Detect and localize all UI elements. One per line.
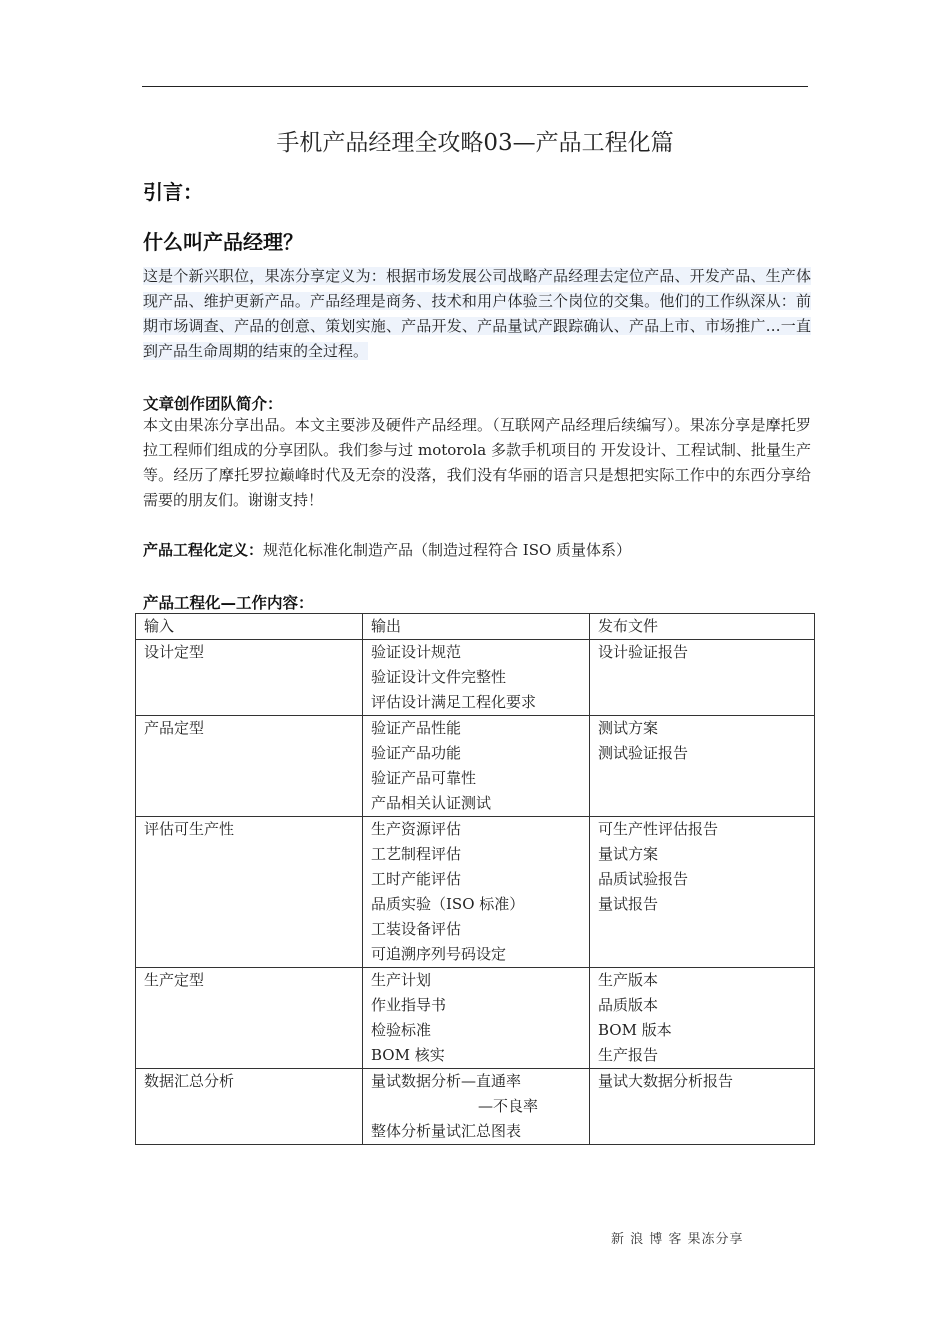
output-item: 生产资源评估 bbox=[371, 820, 462, 838]
work-content-table bbox=[135, 613, 815, 1145]
table-row bbox=[136, 716, 815, 817]
output-item: 评估设计满足工程化要求 bbox=[371, 693, 537, 711]
output-item: 验证产品功能 bbox=[371, 744, 462, 762]
definition-line bbox=[143, 539, 631, 560]
input-cell: 产品定型 bbox=[136, 716, 363, 817]
output-item: 验证设计文件完整性 bbox=[371, 668, 507, 686]
output-item: —不良率 bbox=[478, 1097, 539, 1115]
doc-item: 设计验证报告 bbox=[598, 643, 689, 661]
doc-item: 量试方案 bbox=[598, 845, 659, 863]
definition-label: 产品工程化定义： bbox=[143, 541, 264, 559]
output-item: 工艺制程评估 bbox=[371, 845, 462, 863]
doc-item: 可生产性评估报告 bbox=[598, 820, 719, 838]
highlighted-text: 这是个新兴职位，果冻分享定义为：根据市场发展公司战略产品经理去定位产品、开发产品、生产体现产品、维护更新产品。产品经理是商务、技术和用户体验三个岗位的交集。他们的工作纵深从：前期市场调查、产品的创意、策划实施、产品开发、产品量试产跟踪确认、产品上市、市场推广…一直到产品生命周期的结束的全过程。 bbox=[143, 267, 811, 360]
docs-cell bbox=[590, 968, 815, 1069]
docs-cell bbox=[590, 716, 815, 817]
docs-cell bbox=[590, 817, 815, 968]
output-item: 品质实验（ISO 标准） bbox=[371, 895, 525, 913]
output-cell bbox=[363, 640, 590, 716]
doc-item: 量试大数据分析报告 bbox=[598, 1072, 734, 1090]
output-item: 整体分析量试汇总图表 bbox=[371, 1122, 522, 1140]
work-content-heading: 产品工程化—工作内容： bbox=[143, 594, 314, 612]
definition-text: 规范化标准化制造产品（制造过程符合 ISO 质量体系） bbox=[263, 541, 632, 559]
input-cell: 设计定型 bbox=[136, 640, 363, 716]
docs-cell bbox=[590, 1069, 815, 1145]
docs-cell bbox=[590, 640, 815, 716]
output-item: 验证设计规范 bbox=[371, 643, 462, 661]
table-row bbox=[136, 817, 815, 968]
input-cell: 数据汇总分析 bbox=[136, 1069, 363, 1145]
top-divider bbox=[142, 86, 808, 87]
column-header-docs: 发布文件 bbox=[590, 614, 815, 640]
doc-item: 测试验证报告 bbox=[598, 744, 689, 762]
doc-item: BOM 版本 bbox=[598, 1021, 672, 1039]
output-item: 检验标准 bbox=[371, 1021, 432, 1039]
doc-item: 生产报告 bbox=[598, 1046, 659, 1064]
output-item: 量试数据分析—直通率 bbox=[371, 1072, 522, 1090]
output-item: 工装设备评估 bbox=[371, 920, 462, 938]
team-heading: 文章创作团队简介： bbox=[143, 395, 283, 413]
output-item: BOM 核实 bbox=[371, 1046, 445, 1064]
output-item: 工时产能评估 bbox=[371, 870, 462, 888]
column-header-input: 输入 bbox=[136, 614, 363, 640]
output-cell bbox=[363, 1069, 590, 1145]
table-row bbox=[136, 640, 815, 716]
what-is-pm-heading: 什么叫产品经理？ bbox=[143, 230, 303, 254]
document-title: 手机产品经理全攻略03—产品工程化篇 bbox=[276, 130, 674, 156]
output-item: 作业指导书 bbox=[371, 996, 447, 1014]
team-paragraph: 本文由果冻分享出品。本文主要涉及硬件产品经理。（互联网产品经理后续编写）。果冻分享是摩托罗拉工程师们组成的分享团队。我们参与过 motorola 多款手机项目的 开发设计、工程试制、批量生产等。经历了摩托罗拉巅峰时代及无奈的没落，我们没有华丽的语言只是想把实际工作中的东西分享给需要的朋友们。谢谢支持！ bbox=[143, 416, 811, 509]
output-item: 验证产品可靠性 bbox=[371, 769, 477, 787]
output-item: 可追溯序列号码设定 bbox=[371, 945, 507, 963]
table-row bbox=[136, 1069, 815, 1145]
column-header-output: 输出 bbox=[363, 614, 590, 640]
intro-heading: 引言： bbox=[143, 180, 203, 204]
footer-source: 新 浪 博 客 果冻分享 bbox=[611, 1232, 744, 1247]
output-item: 产品相关认证测试 bbox=[371, 794, 492, 812]
output-item: 验证产品性能 bbox=[371, 719, 462, 737]
doc-item: 生产版本 bbox=[598, 971, 659, 989]
output-item: 生产计划 bbox=[371, 971, 432, 989]
doc-item: 量试报告 bbox=[598, 895, 659, 913]
input-cell: 评估可生产性 bbox=[136, 817, 363, 968]
output-cell bbox=[363, 968, 590, 1069]
input-cell: 生产定型 bbox=[136, 968, 363, 1069]
doc-item: 品质版本 bbox=[598, 996, 659, 1014]
output-cell bbox=[363, 716, 590, 817]
doc-item: 品质试验报告 bbox=[598, 870, 689, 888]
doc-item: 测试方案 bbox=[598, 719, 659, 737]
output-cell bbox=[363, 817, 590, 968]
what-is-pm-paragraph bbox=[143, 264, 811, 364]
table-header-row bbox=[136, 614, 815, 640]
table-row bbox=[136, 968, 815, 1069]
